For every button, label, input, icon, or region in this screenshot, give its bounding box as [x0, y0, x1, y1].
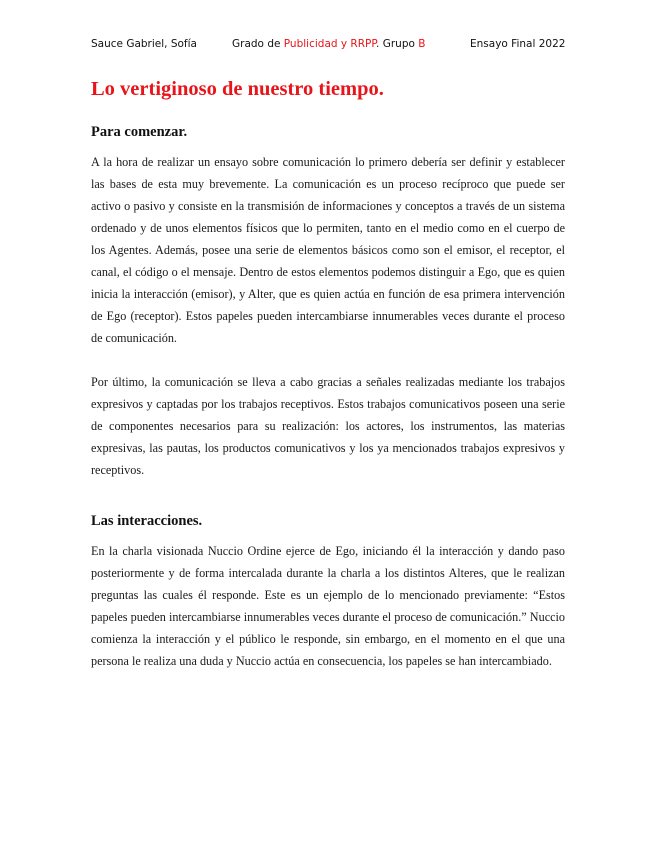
section-heading-interacciones: Las interacciones.	[91, 513, 203, 529]
document-body	[91, 76, 565, 672]
header-degree-prefix: Grado de	[232, 38, 284, 50]
header-degree-program: Publicidad y RRPP	[283, 38, 377, 50]
document-title: Lo vertiginoso de nuestro tiempo.	[91, 78, 384, 100]
header-degree-mid: . Grupo	[376, 38, 419, 50]
paragraph-charla-nuccio-ordine: En la charla visionada Nuccio Ordine ejerce de Ego, iniciando él la interacción y dando paso posteriormente y de forma intercalada durante la charla a los distintos Alteres, que le realizan preguntas las cuales él responde. Este es un ejemplo de lo mencionado previamente: “Estos papeles pueden intercambiarse innumerables veces durante el proceso de comunicación.” Nuccio comienza la interacción y el público le responde, sin embargo, en el momento en el que una persona le realiza una duda y Nuccio actúa en consecuencia, los papeles se han intercambiado.	[91, 544, 565, 668]
header-degree	[232, 38, 425, 50]
header-doc-title: Ensayo Final 2022	[470, 38, 566, 50]
section-heading-para-comenzar: Para comenzar.	[91, 124, 188, 140]
running-header	[0, 38, 655, 54]
header-author: Sauce Gabriel, Sofía	[91, 38, 197, 50]
paragraph-definicion-comunicacion: A la hora de realizar un ensayo sobre comunicación lo primero debería ser definir y establecer las bases de esta muy brevemente. La comunicación es un proceso recíproco que puede ser activo o pasivo y consiste en la transmisión de informaciones y conceptos a través de un sistema ordenado y de unos elementos físicos que lo permiten, tanto en el medio como en el cuerpo de los Agentes. Además, posee una serie de elementos básicos como son el emisor, el receptor, el canal, el código o el mensaje. Dentro de estos elementos podemos distinguir a Ego, que es quien inicia la interacción (emisor), y Alter, que es quien actúa en función de esa primera intervención de Ego (receptor). Estos papeles pueden intercambiarse innumerables veces durante el proceso de comunicación.	[91, 155, 565, 345]
paragraph-trabajos-comunicativos: Por último, la comunicación se lleva a cabo gracias a señales realizadas mediante los trabajos expresivos y captadas por los trabajos receptivos. Estos trabajos comunicativos poseen una serie de componentes necesarios para su realización: los actores, los instrumentos, las materias expresivas, las pautas, los productos comunicativos y los ya mencionados trabajos expresivos y receptivos.	[91, 375, 565, 477]
header-degree-group: B	[418, 38, 426, 50]
